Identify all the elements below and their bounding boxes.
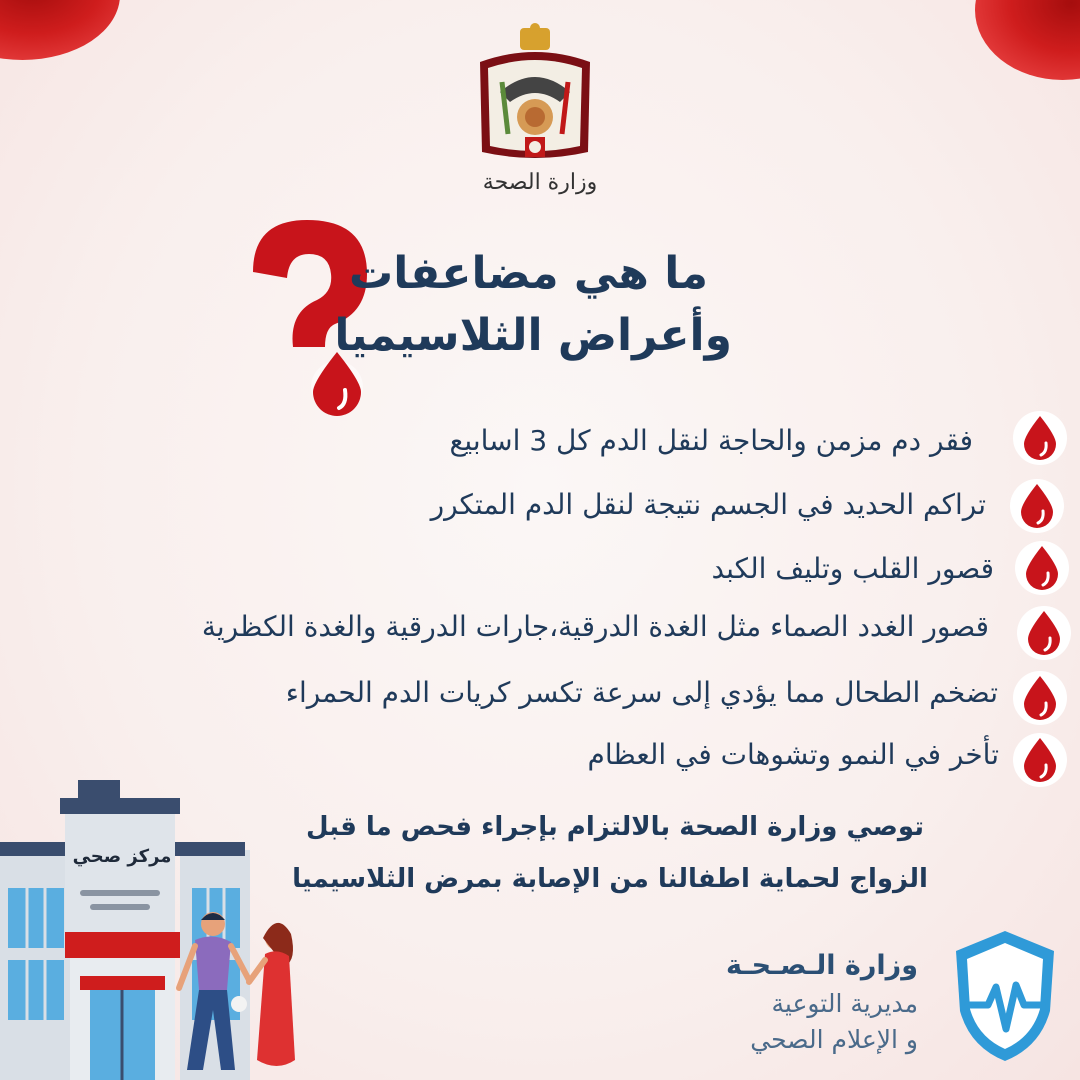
footer-directorate-line-1: مديرية التوعية (771, 989, 918, 1018)
complication-item-1: فقر دم مزمن والحاجة لنقل الدم كل 3 اسابيع (449, 424, 973, 457)
recommendation-line-2: الزواج لحماية اطفالنا من الإصابة بمرض الثلاسيميا (292, 864, 928, 894)
complication-item-2: تراكم الحديد في الجسم نتيجة لنقل الدم المتكرر (430, 488, 986, 521)
recommendation-line-1: توصي وزارة الصحة بالالتزام بإجراء فحص ما قبل (306, 812, 924, 842)
complication-item-3: قصور القلب وتليف الكبد (711, 552, 994, 585)
blood-drop-icon (1016, 605, 1072, 661)
footer-ministry-title: وزارة الـصـحـة (726, 950, 918, 981)
complication-item-5: تضخم الطحال مما يؤدي إلى سرعة تكسر كريات الدم الحمراء (285, 676, 998, 709)
blood-cell-top-left (0, 0, 120, 60)
title-line-1: ما هي مضاعفات (348, 248, 708, 299)
blood-drop-icon (1012, 732, 1068, 788)
complication-item-4: قصور الغدد الصماء مثل الغدة الدرقية،جارات الدرقية والغدة الكظرية (201, 610, 989, 643)
ministry-caption: وزارة الصحة (482, 170, 598, 195)
blood-drop-icon (1012, 670, 1068, 726)
blood-drop-icon (1009, 478, 1065, 534)
building-sign: مركز صحي (72, 846, 172, 867)
title-line-2: وأعراض الثلاسيميا (334, 310, 732, 361)
blood-drop-icon (1012, 410, 1068, 466)
footer-directorate-line-2: و الإعلام الصحي (750, 1025, 918, 1054)
coat-of-arms-emblem (470, 22, 600, 172)
blood-cell-top-right (975, 0, 1080, 80)
couple-illustration (165, 910, 315, 1080)
complication-item-6: تأخر في النمو وتشوهات في العظام (587, 738, 999, 771)
shield-heartbeat-logo (950, 925, 1060, 1065)
blood-drop-icon (1014, 540, 1070, 596)
